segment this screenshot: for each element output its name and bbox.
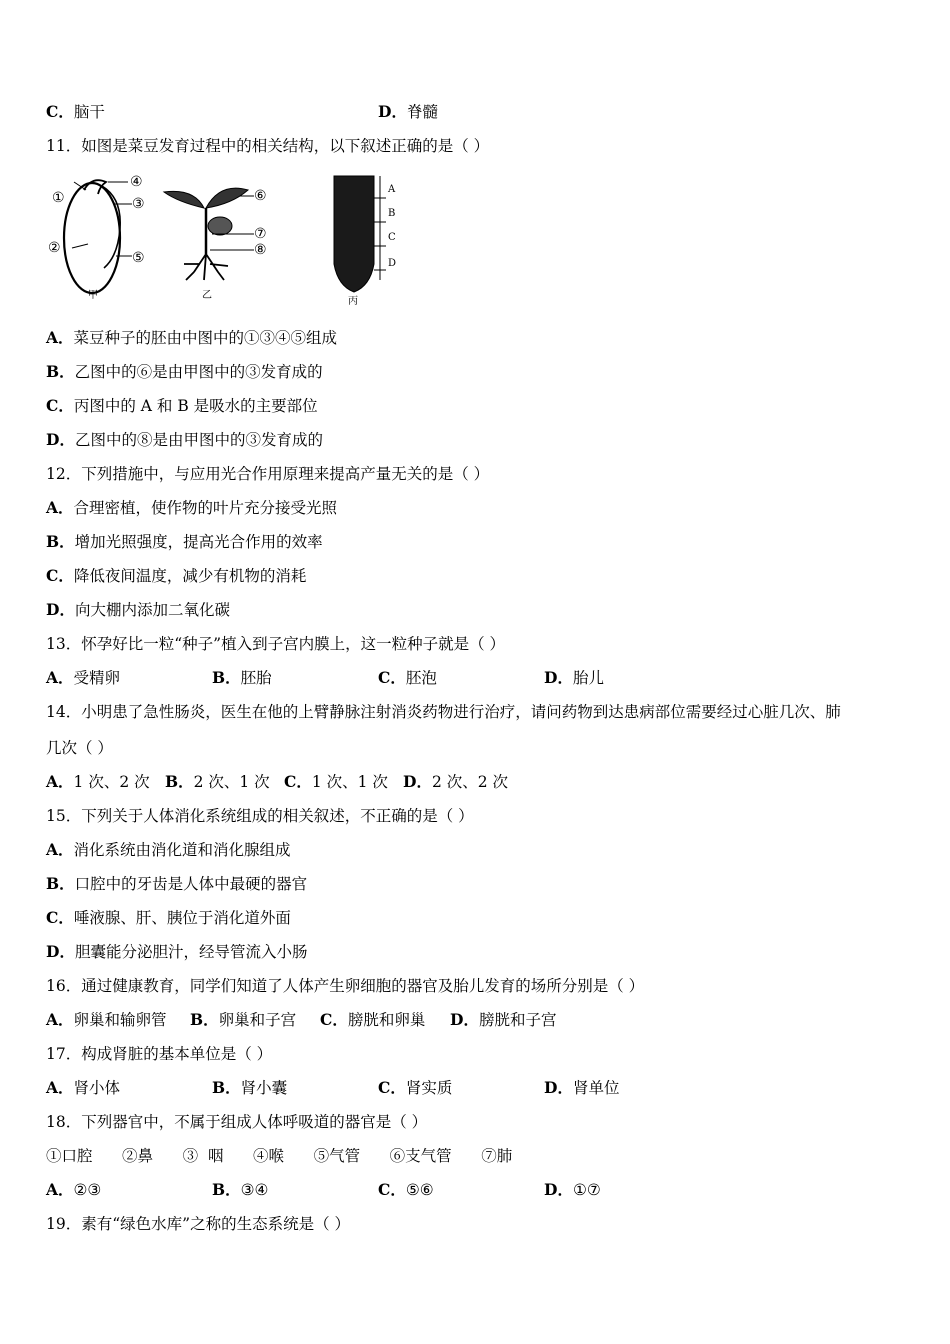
q14-option-c: C．1 次、1 次 xyxy=(284,772,388,791)
q14-option-a: A．1 次、2 次 xyxy=(46,772,150,791)
q11-option-a: A．菜豆种子的胚由中图中的①③④⑤组成 xyxy=(46,328,338,347)
q16-option-a: A．卵巢和输卵管 xyxy=(46,1010,167,1029)
jia-label-3: ③ xyxy=(132,196,145,212)
question-17: 17．构成肾脏的基本单位是（ ） xyxy=(46,1045,273,1063)
q17-option-c: C．肾实质 xyxy=(378,1078,453,1097)
jia-caption: 甲 xyxy=(88,290,98,301)
q10-option-c: C．脑干 xyxy=(46,102,105,121)
question-14-line-1: 14．小明患了急性肠炎，医生在他的上臂静脉注射消炎药物进行治疗，请问药物到达患病部位需要经过心脏几次、肺 xyxy=(46,703,841,721)
q14-option-d: D．2 次、2 次 xyxy=(403,772,509,791)
q16-option-c: C．膀胱和卵巢 xyxy=(320,1010,426,1029)
bing-label-c: C xyxy=(388,232,396,243)
seedling-diagram-yi xyxy=(164,188,267,301)
q11-option-c: C．丙图中的 A 和 B 是吸水的主要部位 xyxy=(46,396,318,415)
bing-label-d: D xyxy=(388,258,397,269)
bing-label-a: A xyxy=(388,184,396,195)
jia-label-2: ② xyxy=(48,240,61,256)
q17-option-d: D．肾单位 xyxy=(544,1078,620,1097)
q15-option-b: B．口腔中的牙齿是人体中最硬的器官 xyxy=(46,874,308,893)
q18-option-a: A．②③ xyxy=(46,1180,102,1199)
q18-organ-list: ①口腔 ②鼻 ③ 咽 ④喉 ⑤气管 ⑥支气管 ⑦肺 xyxy=(46,1147,513,1165)
bing-caption: 丙 xyxy=(348,296,358,307)
question-18: 18．下列器官中，不属于组成人体呼吸道的器官是（ ） xyxy=(46,1113,428,1131)
q14-option-b: B．2 次、1 次 xyxy=(165,772,270,791)
yi-label-7: ⑦ xyxy=(254,226,267,242)
q16-option-b: B．卵巢和子宫 xyxy=(190,1010,297,1029)
q16-option-d: D．膀胱和子宫 xyxy=(450,1010,557,1029)
q15-option-c: C．唾液腺、肝、胰位于消化道外面 xyxy=(46,908,291,927)
bean-development-figure xyxy=(44,168,414,308)
question-19: 19．素有“绿色水库”之称的生态系统是（ ） xyxy=(46,1215,350,1233)
question-15: 15．下列关于人体消化系统组成的相关叙述，不正确的是（ ） xyxy=(46,807,474,825)
q13-option-b: B．胚胎 xyxy=(212,668,272,687)
root-tip-diagram-bing xyxy=(334,176,396,307)
q18-option-c: C．⑤⑥ xyxy=(378,1180,434,1199)
q13-option-d: D．胎儿 xyxy=(544,668,604,687)
q11-option-d: D．乙图中的⑧是由甲图中的③发育成的 xyxy=(46,430,323,449)
jia-label-5: ⑤ xyxy=(132,250,145,266)
q17-option-a: A．肾小体 xyxy=(46,1078,121,1097)
question-16: 16．通过健康教育，同学们知道了人体产生卵细胞的器官及胎儿发育的场所分别是（ ） xyxy=(46,977,645,995)
question-12: 12．下列措施中，与应用光合作用原理来提高产量无关的是（ ） xyxy=(46,465,490,483)
q13-option-a: A．受精卵 xyxy=(46,668,121,687)
jia-label-1: ① xyxy=(52,190,65,206)
q12-option-a: A．合理密植，使作物的叶片充分接受光照 xyxy=(46,498,338,517)
yi-caption: 乙 xyxy=(202,290,212,301)
question-14-line-2: 几次（ ） xyxy=(46,739,113,757)
q18-option-b: B．③④ xyxy=(212,1180,269,1199)
q15-option-a: A．消化系统由消化道和消化腺组成 xyxy=(46,840,291,859)
question-11: 11．如图是菜豆发育过程中的相关结构，以下叙述正确的是（ ） xyxy=(46,137,490,155)
bing-label-b: B xyxy=(388,208,396,219)
q10-option-d: D．脊髓 xyxy=(378,102,438,121)
q17-option-b: B．肾小囊 xyxy=(212,1078,288,1097)
q12-option-b: B．增加光照强度，提高光合作用的效率 xyxy=(46,532,323,551)
q18-option-d: D．①⑦ xyxy=(544,1180,601,1199)
question-13: 13．怀孕好比一粒“种子”植入到子宫内膜上，这一粒种子就是（ ） xyxy=(46,635,506,653)
q11-option-b: B．乙图中的⑥是由甲图中的③发育成的 xyxy=(46,362,323,381)
yi-label-8: ⑧ xyxy=(254,242,267,258)
yi-label-6: ⑥ xyxy=(254,188,267,204)
q15-option-d: D．胆囊能分泌胆汁，经导管流入小肠 xyxy=(46,942,308,961)
q13-option-c: C．胚泡 xyxy=(378,668,437,687)
jia-label-4: ④ xyxy=(130,174,143,190)
q12-option-c: C．降低夜间温度，减少有机物的消耗 xyxy=(46,566,307,585)
q12-option-d: D．向大棚内添加二氧化碳 xyxy=(46,600,230,619)
seed-diagram-jia xyxy=(48,174,145,301)
